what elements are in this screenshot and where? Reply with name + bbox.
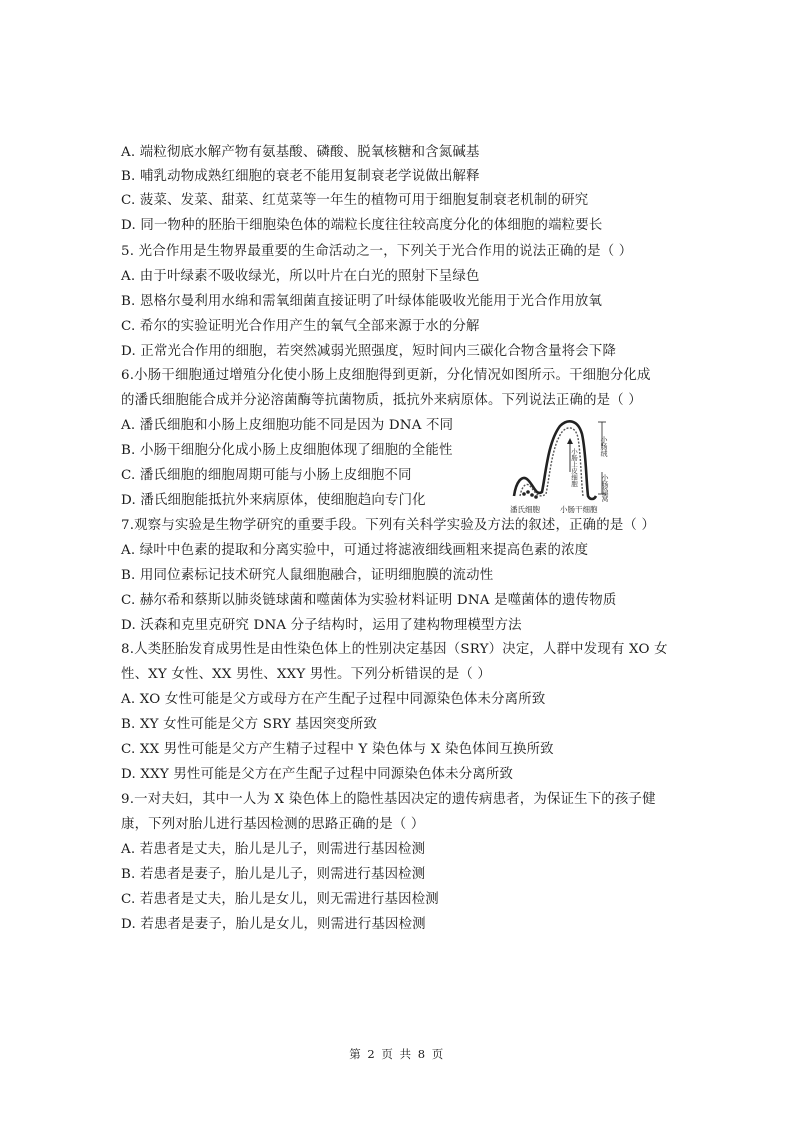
q9-option-a: A. 若患者是丈夫，胎儿是儿子，则需进行基因检测 <box>121 842 426 857</box>
q5-option-a: A. 由于叶绿素不吸收绿光，所以叶片在白光的照射下呈绿色 <box>121 269 480 284</box>
q7-option-b: B. 用同位素标记技术研究人鼠细胞融合，证明细胞膜的流动性 <box>121 568 494 583</box>
villus-diagram <box>508 412 620 515</box>
q6-stem-line-2: 的潘氏细胞能合成并分泌溶菌酶等抗菌物质，抵抗外来病原体。下列说法正确的是（ ） <box>121 393 642 408</box>
q5-option-d: D. 正常光合作用的细胞，若突然减弱光照强度，短时间内三碳化合物含量将会下降 <box>121 344 617 359</box>
q5-option-b: B. 恩格尔曼利用水绵和需氧细菌直接证明了叶绿体能吸收光能用于光合作用放氧 <box>121 294 603 309</box>
q8-stem-line-1: 8.人类胚胎发育成男性是由性染色体上的性别决定基因（SRY）决定，人群中发现有 XO 女 <box>121 642 668 657</box>
q7-stem: 7.观察与实验是生物学研究的重要手段。下列有关科学实验及方法的叙述，正确的是（ ） <box>121 518 656 533</box>
label-crypt: 小肠隐窝 <box>601 474 609 502</box>
q8-stem-line-2: 性、XY 女性、XX 男性、XXY 男性。下列分析错误的是（ ） <box>121 667 491 682</box>
q8-option-c: C. XX 男性可能是父方产生精子过程中 Y 染色体与 X 染色体间互换所致 <box>121 742 554 757</box>
label-villus: 小肠绒 <box>600 436 608 457</box>
q8-option-a: A. XO 女性可能是父方或母方在产生配子过程中同源染色体未分离所致 <box>121 692 546 707</box>
q4-option-c: C. 菠菜、发菜、甜菜、红苋菜等一年生的植物可用于细胞复制衰老机制的研究 <box>121 193 589 208</box>
q9-option-b: B. 若患者是妻子，胎儿是儿子，则需进行基因检测 <box>121 867 426 882</box>
q9-option-d: D. 若患者是妻子，胎儿是女儿，则需进行基因检测 <box>121 917 426 932</box>
q7-option-d: D. 沃森和克里克研究 DNA 分子结构时，运用了建构物理模型方法 <box>121 618 522 633</box>
q4-option-d: D. 同一物种的胚胎干细胞染色体的端粒长度往往较高度分化的体细胞的端粒要长 <box>121 218 603 233</box>
q8-option-d: D. XXY 男性可能是父方在产生配子过程中同源染色体未分离所致 <box>121 767 514 782</box>
q9-stem-line-1: 9.一对夫妇，其中一人为 X 染色体上的隐性基因决定的遗传病患者，为保证生下的孩子健 <box>121 792 656 807</box>
label-stem-cell: 小肠干细胞 <box>560 505 598 514</box>
q8-option-b: B. XY 女性可能是父方 SRY 基因突变所致 <box>121 717 378 732</box>
q9-stem-line-2: 康，下列对胎儿进行基因检测的思路正确的是（ ） <box>121 817 425 832</box>
q7-option-c: C. 赫尔希和蔡斯以肺炎链球菌和噬菌体为实验材料证明 DNA 是噬菌体的遗传物质 <box>121 593 617 608</box>
q5-option-c: C. 希尔的实验证明光合作用产生的氧气全部来源于水的分解 <box>121 319 480 334</box>
q6-option-c: C. 潘氏细胞的细胞周期可能与小肠上皮细胞不同 <box>121 468 412 483</box>
q7-option-a: A. 绿叶中色素的提取和分离实验中，可通过将滤液细线画粗来提高色素的浓度 <box>121 543 589 558</box>
q6-option-a: A. 潘氏细胞和小肠上皮细胞功能不同是因为 DNA 不同 <box>121 418 454 433</box>
q9-option-c: C. 若患者是丈夫，胎儿是女儿，则无需进行基因检测 <box>121 892 439 907</box>
page-footer: 第 2 页 共 8 页 <box>349 1047 445 1061</box>
q6-stem-line-1: 6.小肠干细胞通过增殖分化使小肠上皮细胞得到更新，分化情况如图所示。干细胞分化成 <box>121 368 651 383</box>
q4-option-b: B. 哺乳动物成熟红细胞的衰老不能用复制衰老学说做出解释 <box>121 169 480 184</box>
q6-option-d: D. 潘氏细胞能抵抗外来病原体，使细胞趋向专门化 <box>121 493 426 508</box>
label-epithelium: 小肠上皮细胞 <box>570 448 578 487</box>
q6-option-b: B. 小肠干细胞分化成小肠上皮细胞体现了细胞的全能性 <box>121 443 453 458</box>
label-paneth-cell: 潘氏细胞 <box>510 505 540 514</box>
q5-stem: 5. 光合作用是生物界最重要的生命活动之一，下列关于光合作用的说法正确的是（ ） <box>121 244 633 259</box>
q4-option-a: A. 端粒彻底水解产物有氨基酸、磷酸、脱氧核糖和含氮碱基 <box>121 145 480 160</box>
